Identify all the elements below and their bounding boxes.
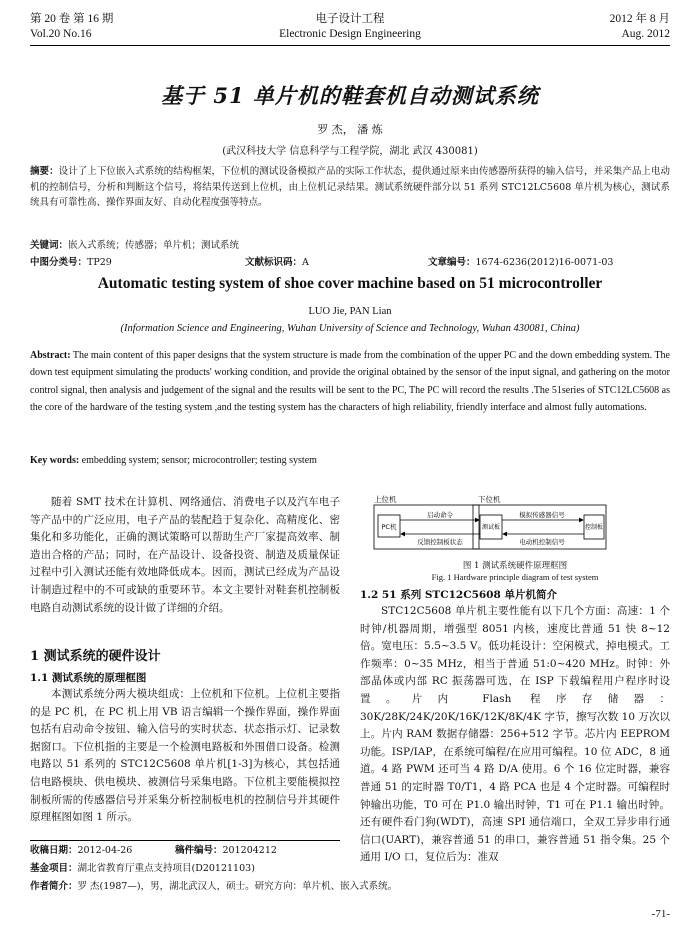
date-cn: 2012 年 8 月 [609,13,670,25]
authors-cn: 罗 杰， 潘 炼 [317,123,383,136]
section-1-2-heading: 1.2 51 系列 STC12C5608 单片机简介 [360,589,557,601]
keywords-en-label: Key words: [30,455,80,466]
bio-label: 作者简介： [30,881,78,892]
figure-caption-en: Fig. 1 Hardware principle diagram of test system [431,572,599,582]
upper-computer-label: 上位机 [374,495,397,504]
feedback-label: 反馈控制板状态 [417,538,463,546]
sensor-signal-label: 模拟传感器信号 [519,511,565,519]
keywords-cn [30,238,670,254]
section-1-2-paragraph: STC12C5608 单片机主要性能有以下几个方面：高速：1 个时钟/机器周期，增强型 8051 内核，速度比普通 51 快 8~12 倍。宽电压：5.5~3.5 V。低功耗设计：空闲模式，掉电模式。工作频率：0~35 MHz，相当于普通 51:0~420 MHz。时钟：外部晶体或内部 RC 振荡器可选，在 ISP 下载编程用户程序时设置。片内 Flash 程序存储器：30K/28K/24K/20K/16K/12K/8K/4K 字节，擦写次数 10 万次以上。片内 RAM 数据存储器：256+512 字节。芯片内 EEPROM 功能。ISP/IAP，在系统可编程/在应用可编程。10 位 ADC，8 通道。4 路 PWM 还可当 4 路 D/A 使用。6 个 16 位定时器，兼容普通 51 的定时器 T0/T1，4 路 PCA 也是 4 个定时器。可编程时钟输出功能，T0 可在 P1.0 输出时钟，T1 可在 P1.1 输出时钟。还有硬件看门狗(WDT)，高速 SPI 通信端口，全双工异步串行通信口(UART)，兼容普通 51 的串口，兼容普通 51 指令集。25 个通用 I/O 口，复位后为：准双 [360,605,670,864]
header-rule [30,45,670,46]
keywords-cn-label: 关键词： [30,240,69,251]
clc-value: TP29 [87,257,112,268]
start-command-label: 启动命令 [427,511,453,519]
intro-paragraph: 随着 SMT 技术在计算机、网络通信、消费电子以及汽车电子等产品中的广泛应用，电子产品的装配趋于复杂化、高精度化、密集化和多功能化，正确的测试策略可以帮助生产厂家提高效率、制造出合格的产品；同时，在产品设计、设备投资、制造及质量保证过程中引入测试还能有效地降低成本。因而，测试已经成为产品设计制造过程中的不可或缺的重要环节。本文主要针对鞋套机控制板电路自动测试系统的设计做了详细的介绍。 [30,496,340,614]
keywords-en-text: embedding system; sensor; microcontroller; testing system [79,455,317,466]
abstract-cn [30,164,670,211]
lower-computer-label: 下位机 [478,495,501,504]
doc-code-value: A [302,257,309,268]
fund-label: 基金项目： [30,863,78,874]
journal-name-en: Electronic Design Engineering [279,28,421,40]
pc-label: PC机 [381,523,397,531]
affiliation-cn: (武汉科技大学 信息科学与工程学院，湖北 武汉 430081) [222,146,478,157]
paper-title-en: Automatic testing system of shoe cover machine based on 51 microcontroller [97,275,603,292]
footnote-rule [30,840,340,841]
received-label: 收稿日期： [30,845,78,856]
doc-code-label: 文献标识码： [245,257,303,268]
journal-name-header [200,12,500,42]
article-no-label: 文章编号： [428,257,476,268]
bio-text: 罗 杰(1987—)，男，湖北武汉人，硕士。研究方向：单片机、嵌入式系统。 [77,881,398,892]
control-board-label: 控制板 [584,524,604,531]
journal-volume-header [30,12,180,42]
abstract-cn-text: 设计了上下位嵌入式系统的结构框架，下位机的测试设备模拟产品的实际工作状态，提供通过原来由传感器所获得的输入信号，并采集产品上电动机的控制信号，分析和判断这个信号，将结果传送到上位机，由上位机记录结果。测试系统硬件部分以 51 系列 STC12LC5608 单片机为核心，测试系统具有可靠性高、操作界面友好、自动化程度强等特点。 [30,166,670,208]
article-no-value: 1674-6236(2012)16-0071-03 [475,257,614,268]
hardware-block-diagram [370,493,610,553]
journal-name-cn: 电子设计工程 [315,13,385,25]
clc-label: 中图分类号： [30,257,88,268]
motor-signal-label: 电动机控制信号 [519,538,565,546]
paper-title-cn: 基于 51 单片机的鞋套机自动测试系统 [161,83,539,108]
abstract-en-label: Abstract: [30,350,71,361]
affiliation-en: (Information Science and Engineering, Wuhan University of Science and Technology, Wuhan 430081, China) [120,323,580,334]
authors-en: LUO Jie, PAN Lian [308,306,392,317]
manuscript-label: 稿件编号： [175,845,223,856]
date-en: Aug. 2012 [621,28,670,40]
abstract-en-text: The main content of this paper designs that the system structure is made from the combination of the upper PC and the down embedding system. The down test equipment simulating the products' working condition, and provide the original obtained by the sensor of the input signal, and gathering on the motor control signal, then analysis and judgement of the signal and the results will be sent to the PC, The PC will record the results .The 51series of STC12LC5608 as the core of the hardware of the testing system ,and the testing system has the characters of high reliability, friendly interface and almost fully automations. [30,350,670,414]
keywords-en [30,452,670,469]
footnote-fund [30,861,350,877]
abstract-cn-label: 摘要： [30,166,59,177]
received-date: 2012-04-26 [77,845,133,856]
keywords-cn-text: 嵌入式系统；传感器；单片机；测试系统 [68,240,240,251]
footnote-dates [30,843,340,859]
fund-text: 湖北省教育厅重点支持项目(D20121103) [77,863,255,874]
manuscript-number: 201204212 [222,845,277,856]
abstract-en [30,347,670,417]
section-1-1-heading: 1.1 测试系统的原理框图 [30,672,147,684]
footnote-bio [30,879,490,895]
issue-date-header [520,12,670,42]
section-1-1-paragraph: 本测试系统分两大模块组成：上位机和下位机。上位机主要指的是 PC 机，在 PC 机上用 VB 语言编辑一个操作界面，操作界面包括有启动命令按钮、输入信号的实时状态、状态指示灯、记录数据窗口。下位机指的主要是一个检测电路板和外围借口设备。检测电路以 51 系列的 STC12C5608 单片机[1-3]为核心，其包括通信电路模块、供电模块、被测信号采集电路。下位机主要能模拟控制板所需的传感器信号并采集分析控制板电机的控制信号并其硬件原理框图如图 1 所示。 [30,688,340,824]
volume-cn: 第 20 卷 第 16 期 [30,13,114,25]
figure-caption-cn: 图 1 测试系统硬件原理框图 [462,561,568,571]
volume-en: Vol.20 No.16 [30,28,92,40]
test-board-label: 测试板 [481,524,501,531]
section-1-heading: 1 测试系统的硬件设计 [30,649,161,664]
page-number: -71- [651,908,670,920]
